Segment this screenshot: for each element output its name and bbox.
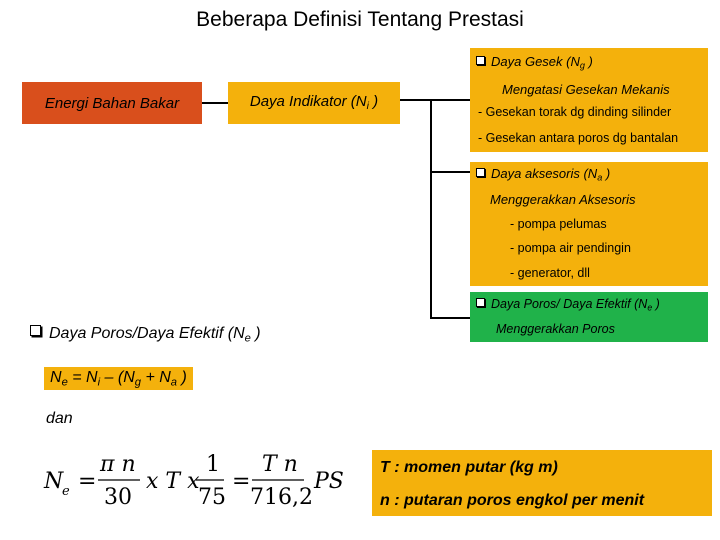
checkbox-bullet-icon [476, 298, 485, 307]
poros-heading [30, 325, 261, 344]
poros-heading-text: Daya Poros/Daya Efektif (N [49, 325, 245, 342]
gesek-title-text: Daya Gesek (N [491, 54, 580, 69]
f-eq: = N [67, 369, 98, 386]
poros-box-title-sub: e [647, 302, 653, 313]
eq-f1-den: 30 [104, 485, 132, 510]
eq-equals-2: = [232, 469, 251, 494]
poros-box-desc: Menggerakkan Poros [496, 322, 615, 336]
aksesoris-title-sub: a [597, 172, 603, 183]
aksesoris-title-close: ) [602, 166, 611, 181]
aksesoris-title [476, 166, 610, 183]
eq-equals-1: = [78, 469, 97, 494]
f-ng-sub: g [134, 376, 141, 389]
eq-ps: PS [314, 469, 344, 494]
poros-box-title-close: ) [652, 297, 660, 311]
f-ni-sub: i [97, 376, 101, 389]
legend-n-box [372, 486, 712, 516]
eq-mult: x T x [146, 469, 200, 494]
checkbox-bullet-icon [476, 56, 485, 65]
gesek-item: - Gesekan antara poros dg bantalan [478, 131, 679, 145]
aksesoris-item: - generator, dll [510, 266, 590, 280]
aksesoris-item: - pompa pelumas [510, 217, 607, 231]
aksesoris-desc: Menggerakkan Aksesoris [490, 192, 636, 207]
arrow-to-aksesoris [430, 171, 470, 173]
line-vertical-trunk [430, 99, 432, 319]
poros-heading-sub: e [244, 332, 251, 345]
poros-box-title-text: Daya Poros/ Daya Efektif (N [491, 297, 648, 311]
aksesoris-title-text: Daya aksesoris (N [491, 166, 598, 181]
eq-lhs: N [44, 469, 64, 494]
gesek-title-sub: g [579, 60, 585, 71]
dan-text: dan [46, 410, 73, 427]
poros-box-title [476, 297, 660, 313]
indikator-label [250, 93, 378, 112]
indikator-close: ) [368, 93, 379, 111]
page-title: Beberapa Definisi Tentang Prestasi [196, 8, 524, 31]
eq-f2-den: 75 [198, 485, 226, 510]
line-indikator-out [400, 99, 432, 101]
gesek-item: - Gesekan torak dg dinding silinder [478, 105, 672, 119]
poros-heading-close: ) [250, 325, 261, 342]
eq-f3-den: 716,2 [250, 485, 313, 510]
aksesoris-item: - pompa air pendingin [510, 241, 631, 255]
checkbox-bullet-icon [476, 168, 485, 177]
daya-aksesoris-box [470, 162, 708, 286]
f-mid: – (N [100, 369, 135, 386]
indikator-sub: i [366, 100, 369, 113]
legend-n: n : putaran poros engkol per menit [380, 492, 645, 509]
legend-t: T : momen putar (kg m) [380, 459, 558, 476]
power-balance-formula [44, 367, 193, 390]
eq-lhs-sub: e [62, 484, 70, 499]
f-ne-sub: e [61, 376, 68, 389]
arrow-energi-to-indikator [202, 102, 228, 104]
indikator-text: Daya Indikator (N [249, 93, 367, 111]
energi-label: Energi Bahan Bakar [44, 94, 180, 112]
effective-power-equation [38, 446, 368, 518]
arrow-to-poros [430, 317, 470, 319]
f-plus: + N [141, 369, 171, 386]
checkbox-bullet-icon [30, 325, 41, 336]
daya-poros-box [470, 292, 708, 342]
f-end: ) [177, 369, 187, 386]
daya-gesek-box [470, 48, 708, 152]
arrow-to-gesek [430, 99, 470, 101]
eq-f2-num: 1 [206, 452, 220, 477]
gesek-title [476, 54, 593, 71]
f-na-sub: a [170, 376, 178, 389]
daya-indikator-box [228, 82, 400, 124]
f-ne: N [50, 369, 62, 386]
eq-f1-num: π n [100, 452, 136, 477]
gesek-desc: Mengatasi Gesekan Mekanis [502, 82, 670, 97]
eq-f3-num: T n [262, 452, 298, 477]
legend-t-box [372, 450, 712, 486]
energi-bahan-bakar-box [22, 82, 202, 124]
gesek-title-close: ) [584, 54, 593, 69]
